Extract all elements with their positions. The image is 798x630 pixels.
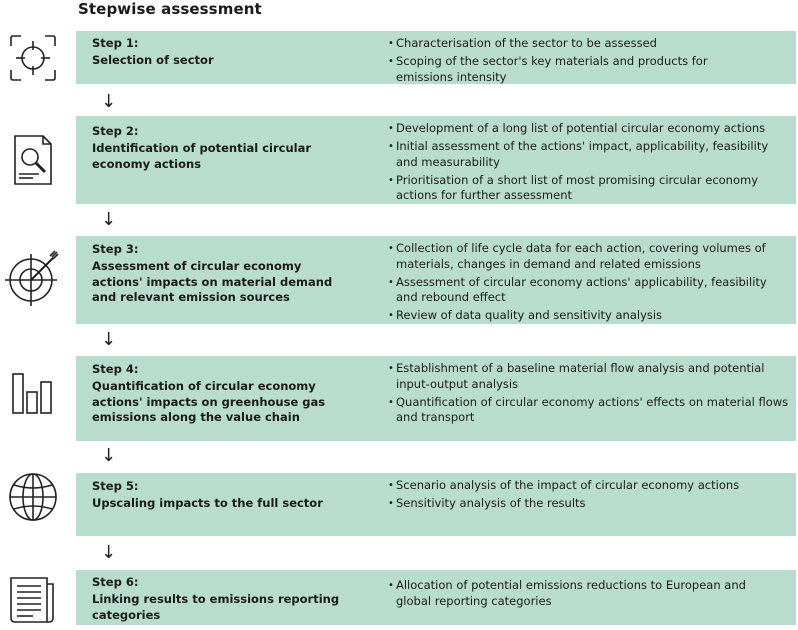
step-bullets xyxy=(388,478,788,514)
step-name: Selection of sector xyxy=(92,53,214,67)
step-box-4 xyxy=(76,356,796,441)
step-box-3 xyxy=(76,236,796,324)
step-box-2 xyxy=(76,116,796,204)
step-box-6 xyxy=(76,570,796,625)
step-bullets xyxy=(388,578,788,612)
step-number: Step 6: xyxy=(92,575,139,589)
arrow-down-icon: ↓ xyxy=(101,542,117,563)
arrow-down-icon: ↓ xyxy=(101,329,117,350)
step-number: Step 2: xyxy=(92,124,139,138)
bullet-item: • Characterisation of the sector to be assessed xyxy=(388,36,788,52)
step-number: Step 4: xyxy=(92,362,139,376)
globe-icon xyxy=(3,467,63,527)
arrow-down-icon: ↓ xyxy=(101,209,117,230)
page-title: Stepwise assessment xyxy=(78,0,262,18)
bullet-item: • Establishment of a baseline material flow analysis and potential input-output analysis xyxy=(388,361,796,392)
bar-chart-icon xyxy=(3,366,63,426)
arrow-down-icon: ↓ xyxy=(101,91,117,112)
document-magnifier-icon xyxy=(3,130,63,190)
bullet-item: • Development of a long list of potential circular economy actions xyxy=(388,121,788,137)
crosshair-frame-icon xyxy=(3,28,63,88)
bullet-item: • Review of data quality and sensitivity analysis xyxy=(388,308,788,324)
arrow-down-icon: ↓ xyxy=(101,445,117,466)
step-bullets xyxy=(388,121,788,206)
step-name: Identification of potential circular economy actions xyxy=(92,141,312,171)
step-name: Upscaling impacts to the full sector xyxy=(92,496,323,510)
bullet-item: • Initial assessment of the actions' impact, applicability, feasibility and measurability xyxy=(388,139,791,170)
step-number: Step 3: xyxy=(92,242,139,256)
step-name: Linking results to emissions reporting categories xyxy=(92,592,340,622)
step-number: Step 5: xyxy=(92,479,139,493)
bullet-item: • Scoping of the sector's key materials and products for emissions intensity xyxy=(388,54,716,85)
step-name: Quantification of circular economy actions' impacts on greenhouse gas emissions along the value chain xyxy=(92,379,326,424)
step-box-5 xyxy=(76,473,796,536)
bullet-item: • Scenario analysis of the impact of circular economy actions xyxy=(388,478,788,494)
bullet-item: • Allocation of potential emissions reductions to European and global reporting categories xyxy=(388,578,756,609)
step-bullets xyxy=(388,241,788,326)
target-arrow-icon xyxy=(3,248,63,308)
step-name: Assessment of circular economy actions' impacts on material demand and relevant emission sources xyxy=(92,259,333,304)
newspaper-icon xyxy=(3,570,63,630)
bullet-item: • Collection of life cycle data for each action, covering volumes of materials, changes in demand and related emissions xyxy=(388,241,776,272)
step-bullets xyxy=(388,361,788,428)
bullet-item: • Sensitivity analysis of the results xyxy=(388,496,788,512)
step-bullets xyxy=(388,36,788,88)
step-box-1 xyxy=(76,31,796,84)
bullet-item: • Prioritisation of a short list of most promising circular economy actions for further assessment xyxy=(388,173,791,204)
step-number: Step 1: xyxy=(92,36,139,50)
bullet-item: • Quantification of circular economy actions' effects on material flows and transport xyxy=(388,395,791,426)
bullet-item: • Assessment of circular economy actions' applicability, feasibility and rebound effect xyxy=(388,275,791,306)
